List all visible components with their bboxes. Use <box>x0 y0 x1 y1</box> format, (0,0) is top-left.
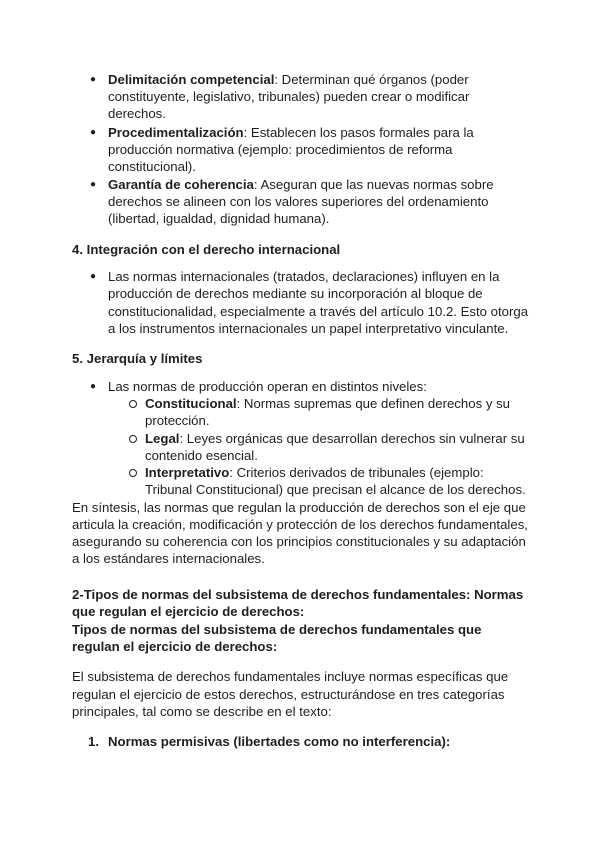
bullet-dot: ● <box>90 271 97 282</box>
bullet-1-text: : Determinan qué órganos (poder <box>274 72 469 87</box>
subitem-2-line-2: contenido esencial. <box>145 448 258 463</box>
synthesis-line-3: asegurando su coherencia con los principios constitucionales y su adaptación <box>72 534 526 549</box>
section-4-line-3: constitucionalidad, especialmente a través del artículo 10.2. Esto otorga <box>108 304 529 319</box>
bullet-2-line-2: producción normativa (ejemplo: procedimientos de reforma <box>108 142 453 157</box>
bullet-1-line-3: derechos. <box>108 106 166 121</box>
subitem-1-line-1 <box>145 395 510 412</box>
bullet-2-line-3: constitucional). <box>108 159 196 174</box>
bullet-3-line-1 <box>108 176 494 193</box>
subitem-3-term: Interpretativo <box>145 465 230 480</box>
section-5-bullet: Las normas de producción operan en distintos niveles: <box>108 379 427 394</box>
bullet-2-text: : Establecen los pasos formales para la <box>243 125 474 140</box>
synthesis-line-4: a los estándares internacionales. <box>72 551 265 566</box>
subitem-1-line-2: protección. <box>145 413 210 428</box>
intro-line-1: El subsistema de derechos fundamentales incluye normas específicas que <box>72 669 509 684</box>
bullet-dot: ● <box>90 127 97 138</box>
bullet-3-text: : Aseguran que las nuevas normas sobre <box>253 177 494 192</box>
subitem-2-line-1 <box>145 430 525 447</box>
subitem-3-line-1 <box>145 464 484 481</box>
section-4-line-1: Las normas internacionales (tratados, declaraciones) influyen en la <box>108 269 500 284</box>
heading-2-line-4: regulan el ejercicio de derechos: <box>72 639 278 654</box>
bullet-2-line-1 <box>108 124 474 141</box>
synthesis-line-1: En síntesis, las normas que regulan la producción de derechos son el eje que <box>72 500 526 515</box>
heading-2-line-3: Tipos de normas del subsistema de derechos fundamentales que <box>72 622 482 637</box>
bullet-3-line-3: (libertad, igualdad, dignidad humana). <box>108 211 330 226</box>
subitem-1-term: Constitucional <box>145 396 237 411</box>
circle-bullet-icon <box>129 400 137 408</box>
section-4-heading: 4. Integración con el derecho internacional <box>72 242 341 257</box>
subitem-1-text: : Normas supremas que definen derechos y su <box>236 396 511 411</box>
heading-2-line-1: 2-Tipos de normas del subsistema de derechos fundamentales: Normas <box>72 587 524 602</box>
numbered-item-text: Normas permisivas (libertades como no interferencia): <box>108 734 451 749</box>
heading-2-line-2: que regulan el ejercicio de derechos: <box>72 604 305 619</box>
bullet-1-term: Delimitación competencial <box>108 72 275 87</box>
intro-line-2: regulan el ejercicio de estos derechos, estructurándose en tres categorías <box>72 687 505 702</box>
bullet-2-term: Procedimentalización <box>108 125 244 140</box>
bullet-dot: ● <box>90 381 97 392</box>
section-4-line-2: producción de derechos mediante su incorporación al bloque de <box>108 286 483 301</box>
subitem-2-text: : Leyes orgánicas que desarrollan derechos sin vulnerar su <box>179 431 525 446</box>
bullet-dot: ● <box>90 179 97 190</box>
intro-line-3: principales, tal como se describe en el texto: <box>72 704 332 719</box>
circle-bullet-icon <box>129 435 137 443</box>
bullet-1-line-1 <box>108 71 469 88</box>
numbered-item-number: 1. <box>88 734 99 749</box>
subitem-3-line-2: Tribunal Constitucional) que precisan el alcance de los derechos. <box>145 482 526 497</box>
subitem-3-text: : Criterios derivados de tribunales (ejemplo: <box>229 465 484 480</box>
section-5-heading: 5. Jerarquía y límites <box>72 351 203 366</box>
circle-bullet-icon <box>129 469 137 477</box>
bullet-3-line-2: derechos se alineen con los valores superiores del ordenamiento <box>108 194 489 209</box>
section-4-line-4: a los instrumentos internacionales un papel interpretativo vinculante. <box>108 321 509 336</box>
bullet-dot: ● <box>90 74 97 85</box>
synthesis-line-2: articula la creación, modificación y protección de los derechos fundamentales, <box>72 517 528 532</box>
bullet-3-term: Garantía de coherencia <box>108 177 254 192</box>
bullet-1-line-2: constituyente, legislativo, tribunales) pueden crear o modificar <box>108 89 470 104</box>
subitem-2-term: Legal <box>145 431 180 446</box>
